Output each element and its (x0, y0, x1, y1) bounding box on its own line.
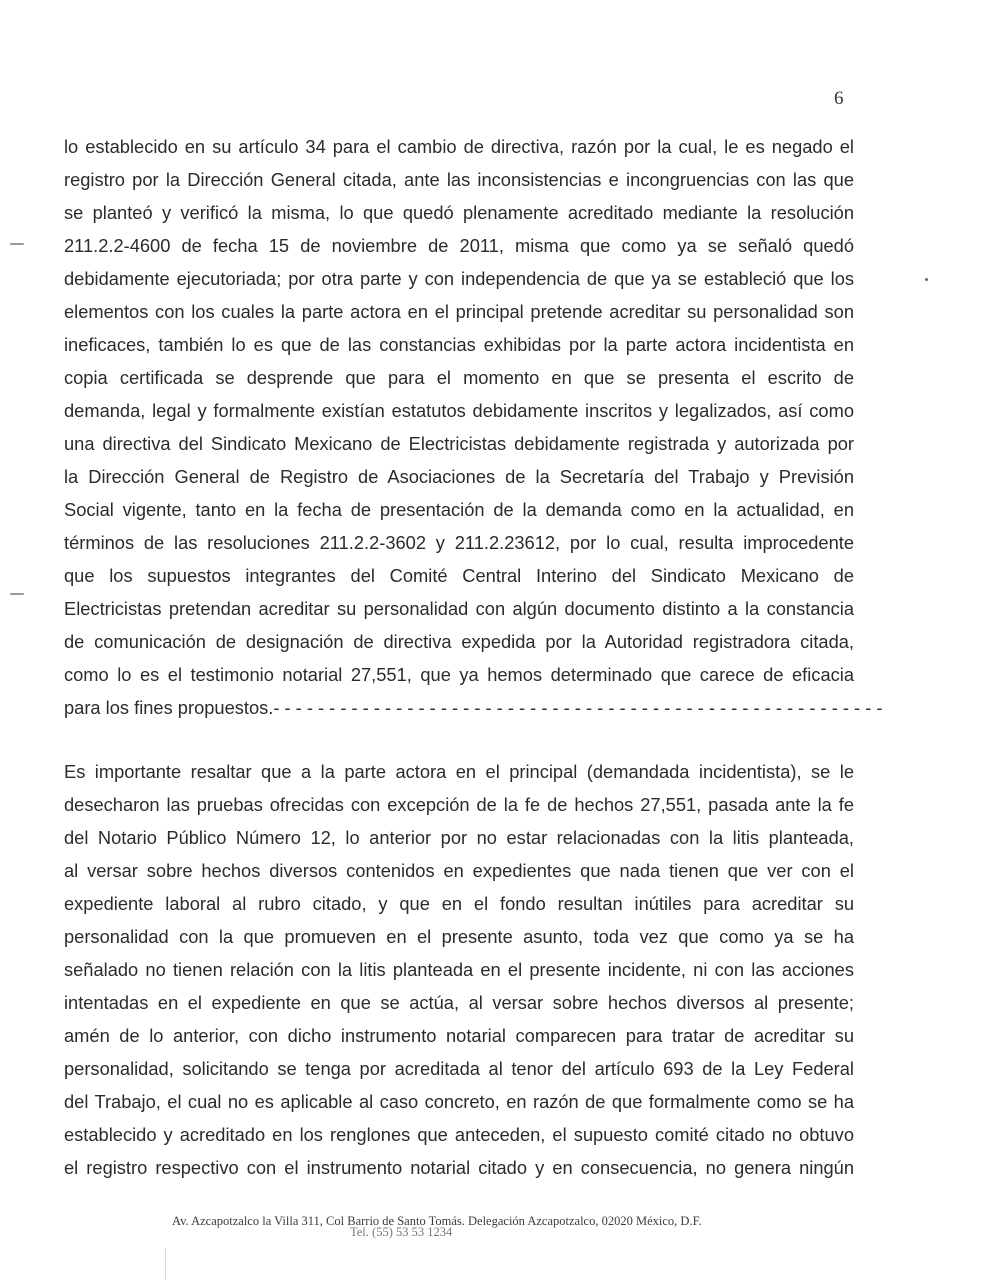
text-line: del Trabajo, el cual no es aplicable al caso concreto, en razón de que formalmente como se ha (64, 1091, 854, 1112)
text-line: elementos con los cuales la parte actora en el principal pretende acreditar su personalidad son (64, 301, 854, 322)
text-line: de comunicación de designación de directiva expedida por la Autoridad registradora citada, (64, 631, 854, 652)
paragraph-1 (64, 130, 883, 724)
page-number: 6 (834, 88, 844, 109)
text-line: personalidad con la que promueven en el presente asunto, toda vez que como ya se ha (64, 926, 854, 947)
footer-phone (350, 1225, 550, 1239)
text-line: amén de lo anterior, con dicho instrumento notarial comparecen para tratar de acreditar su (64, 1025, 854, 1046)
paragraph-2 (64, 755, 854, 1184)
text-line: debidamente ejecutoriada; por otra parte y con independencia de que ya se estableció que los (64, 268, 854, 289)
footer-phone-text: Tel. (55) 53 53 1234 (350, 1225, 453, 1239)
text-line: expediente laboral al rubro citado, y que en el fondo resultan inútiles para acreditar su (64, 893, 854, 914)
text-line: señalado no tienen relación con la litis planteada en el presente incidente, ni con las acciones (64, 959, 854, 980)
text-line: demanda, legal y formalmente existían estatutos debidamente inscritos y legalizados, así como (64, 400, 854, 421)
text-line: Electricistas pretendan acreditar su personalidad con algún documento distinto a la constancia (64, 598, 854, 619)
text-line: Social vigente, tanto en la fecha de presentación de la demanda como en la actualidad, en (64, 499, 854, 520)
scan-edge-line (165, 1248, 166, 1280)
text-line: copia certificada se desprende que para el momento en que se presenta el escrito de (64, 367, 854, 388)
text-line: como lo es el testimonio notarial 27,551, que ya hemos determinado que carece de eficacia (64, 664, 854, 685)
text-line: registro por la Dirección General citada, ante las inconsistencias e incongruencias con las que (64, 169, 854, 190)
text-line: al versar sobre hechos diversos contenidos en expedientes que nada tienen que ver con el (64, 860, 854, 881)
text-line: intentadas en el expediente en que se actúa, al versar sobre hechos diversos al presente; (64, 992, 854, 1013)
text-line: lo establecido en su artículo 34 para el cambio de directiva, razón por la cual, le es negado el (64, 136, 854, 157)
text-line: personalidad, solicitando se tenga por acreditada al tenor del artículo 693 de la Ley Federal (64, 1058, 854, 1079)
text-line: una directiva del Sindicato Mexicano de Electricistas debidamente registrada y autorizada por (64, 433, 854, 454)
text-line: establecido y acreditado en los renglones que anteceden, el supuesto comité citado no obtuvo (64, 1124, 854, 1145)
text-line: Es importante resaltar que a la parte actora en el principal (demandada incidentista), se le (64, 761, 854, 782)
text-line: términos de las resoluciones 211.2.2-3602 y 211.2.23612, por lo cual, resulta improcedente (64, 532, 854, 553)
text-line: el registro respectivo con el instrumento notarial citado y en consecuencia, no genera ningún (64, 1157, 854, 1178)
text-line: para los fines propuestos.- - - - - - - - - - - - - - - - - - - - - - - - - - - - - - - - - - - - - - - - - - - - - - - - - - - - - - - (64, 697, 883, 718)
text-line: 211.2.2-4600 de fecha 15 de noviembre de 2011, misma que como ya se señaló quedó (64, 235, 854, 256)
text-line: la Dirección General de Registro de Asociaciones de la Secretaría del Trabajo y Previsión (64, 466, 854, 487)
text-line: del Notario Público Número 12, lo anterior por no estar relacionadas con la litis planteada, (64, 827, 854, 848)
text-line: desecharon las pruebas ofrecidas con excepción de la fe de hechos 27,551, pasada ante la fe (64, 794, 854, 815)
margin-mark (10, 593, 24, 595)
text-line: se planteó y verificó la misma, lo que quedó plenamente acreditado mediante la resolución (64, 202, 854, 223)
margin-mark (10, 243, 24, 245)
text-line: que los supuestos integrantes del Comité Central Interino del Sindicato Mexicano de (64, 565, 854, 586)
scan-speck (925, 278, 928, 281)
footer-address: Av. Azcapotzalco la Villa 311, Col Barrio de Santo Tomás. Delegación Azcapotzalco, 02020 México, D.F. (172, 1214, 702, 1228)
text-line: ineficaces, también lo es que de las constancias exhibidas por la parte actora incidentista en (64, 334, 854, 355)
